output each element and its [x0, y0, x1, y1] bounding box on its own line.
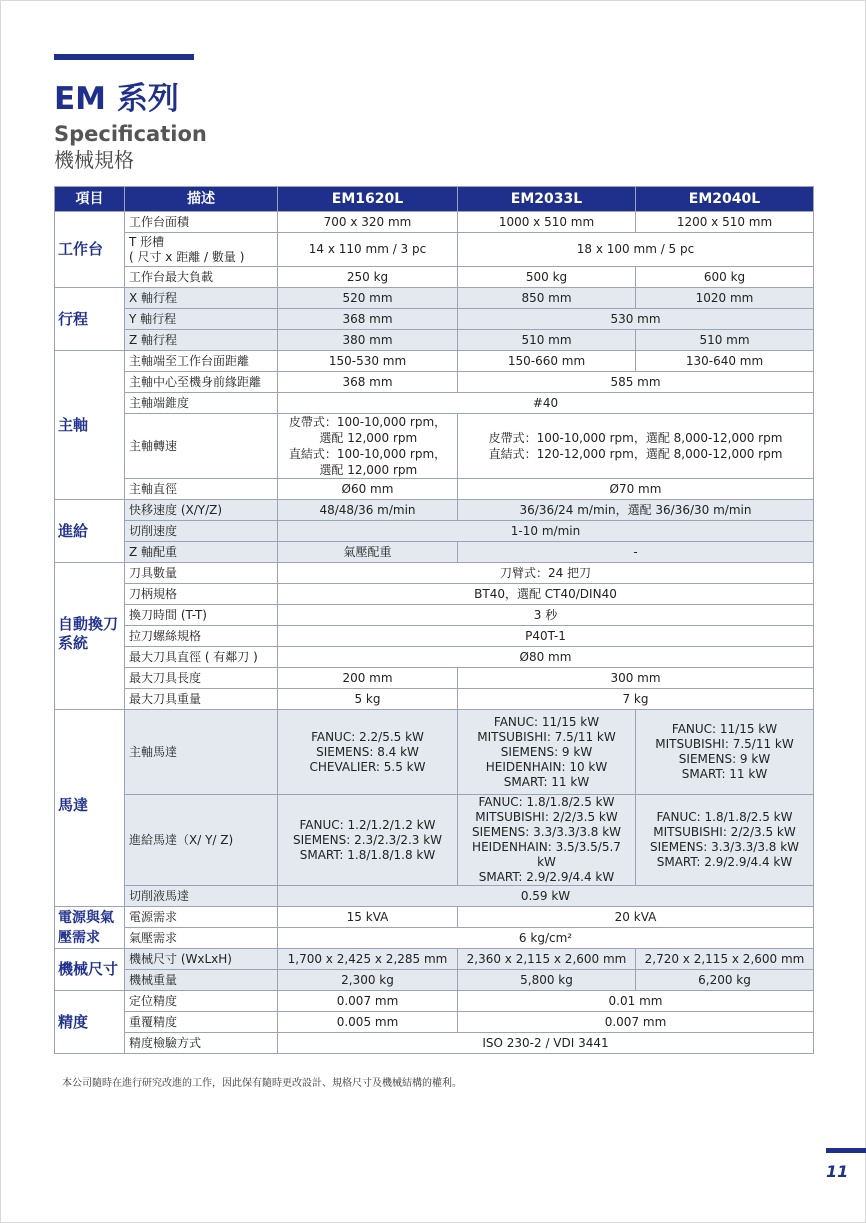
cell-value: 850 mm: [458, 288, 636, 309]
cell-value: P40T-1: [278, 626, 814, 647]
header-em2040l: EM2040L: [636, 187, 814, 212]
cell-value: 2,720 x 2,115 x 2,600 mm: [636, 949, 814, 970]
page-number-bar: [826, 1148, 866, 1153]
cell-value: 刀臂式：24 把刀: [278, 563, 814, 584]
cell-value: 1-10 m/min: [278, 521, 814, 542]
table-row: [55, 886, 814, 907]
row-label: Z 軸行程: [125, 330, 278, 351]
cell-value: [278, 414, 458, 479]
table-row: [55, 500, 814, 521]
cell-value: 7 kg: [458, 689, 814, 710]
row-label: 快移速度 (X/Y/Z): [125, 500, 278, 521]
cell-value: 0.007 mm: [458, 1012, 814, 1033]
category-spindle: 主軸: [55, 351, 125, 500]
table-row: [55, 330, 814, 351]
cell-value: 150-530 mm: [278, 351, 458, 372]
row-label: 最大刀具長度: [125, 668, 278, 689]
cell-value: FANUC: 11/15 kW MITSUBISHI: 7.5/11 kW SIEMENS: 9 kW HEIDENHAIN: 10 kW SMART: 11 kW: [458, 710, 636, 795]
cell-value: 200 mm: [278, 668, 458, 689]
table-row: [55, 267, 814, 288]
cell-value: 1,700 x 2,425 x 2,285 mm: [278, 949, 458, 970]
table-row: [55, 479, 814, 500]
cell-value: FANUC: 1.8/1.8/2.5 kW MITSUBISHI: 2/2/3.5 kW SIEMENS: 3.3/3.3/3.8 kW HEIDENHAIN: 3.5/3.5/5.7 kW SMART: 2.9/2.9/4.4 kW: [458, 795, 636, 886]
cell-value: 600 kg: [636, 267, 814, 288]
cell-value: 48/48/36 m/min: [278, 500, 458, 521]
row-label: 機械尺寸 (WxLxH): [125, 949, 278, 970]
table-row: [55, 710, 814, 795]
table-row: [55, 795, 814, 886]
table-row: [55, 584, 814, 605]
cell-value: 300 mm: [458, 668, 814, 689]
row-label: 主軸端錐度: [125, 393, 278, 414]
cell-value: 1020 mm: [636, 288, 814, 309]
header-em2033l: EM2033L: [458, 187, 636, 212]
table-row: [55, 233, 814, 267]
table-row: [55, 928, 814, 949]
page-title: EM 系列: [54, 81, 179, 117]
cell-value: ISO 230-2 / VDI 3441: [278, 1033, 814, 1054]
category-motor: 馬達: [55, 710, 125, 907]
table-row: [55, 626, 814, 647]
row-label: 定位精度: [125, 991, 278, 1012]
page-subtitle-cn: 機械規格: [54, 148, 134, 172]
table-row: [55, 351, 814, 372]
cell-value: FANUC: 11/15 kW MITSUBISHI: 7.5/11 kW SIEMENS: 9 kW SMART: 11 kW: [636, 710, 814, 795]
table-row: [55, 212, 814, 233]
cell-value: 6,200 kg: [636, 970, 814, 991]
category-power: 電源與氣壓需求: [55, 907, 125, 949]
disclaimer-footnote: 本公司隨時在進行研究改進的工作，因此保有隨時更改設計、規格尺寸及機械結構的權利。: [62, 1078, 462, 1089]
row-label: 切削速度: [125, 521, 278, 542]
row-label: 重覆精度: [125, 1012, 278, 1033]
cell-value: 20 kVA: [458, 907, 814, 928]
row-label: 最大刀具直徑 ( 有鄰刀 ): [125, 647, 278, 668]
cell-value: BT40，選配 CT40/DIN40: [278, 584, 814, 605]
row-label: 精度檢驗方式: [125, 1033, 278, 1054]
cell-value: 5 kg: [278, 689, 458, 710]
category-accuracy: 精度: [55, 991, 125, 1054]
header-accent-bar: [54, 54, 194, 60]
header-desc: 描述: [125, 187, 278, 212]
table-row: [55, 970, 814, 991]
row-label: 氣壓需求: [125, 928, 278, 949]
cell-value: 1000 x 510 mm: [458, 212, 636, 233]
cell-value: 150-660 mm: [458, 351, 636, 372]
header-em1620l: EM1620L: [278, 187, 458, 212]
cell-value: Ø80 mm: [278, 647, 814, 668]
category-table: 工作台: [55, 212, 125, 288]
row-label: 刀具數量: [125, 563, 278, 584]
row-label: Z 軸配重: [125, 542, 278, 563]
cell-value: 15 kVA: [278, 907, 458, 928]
cell-value: 510 mm: [458, 330, 636, 351]
cell-value: 5,800 kg: [458, 970, 636, 991]
cell-value: 0.005 mm: [278, 1012, 458, 1033]
cell-value: 380 mm: [278, 330, 458, 351]
cell-value: 36/36/24 m/min，選配 36/36/30 m/min: [458, 500, 814, 521]
cell-value: 530 mm: [458, 309, 814, 330]
table-row: [55, 1012, 814, 1033]
table-row: [55, 414, 814, 479]
header-item: 項目: [55, 187, 125, 212]
cell-value: Ø70 mm: [458, 479, 814, 500]
table-row: [55, 563, 814, 584]
row-label: 拉刀螺絲規格: [125, 626, 278, 647]
page-subtitle: Specification: [54, 122, 207, 146]
row-label: Y 軸行程: [125, 309, 278, 330]
cell-value: 1200 x 510 mm: [636, 212, 814, 233]
table-row: [55, 309, 814, 330]
cell-value: 500 kg: [458, 267, 636, 288]
cell-value: [458, 414, 814, 479]
row-label: 最大刀具重量: [125, 689, 278, 710]
cell-value: 0.007 mm: [278, 991, 458, 1012]
row-label: 刀柄規格: [125, 584, 278, 605]
cell-multiline: 皮帶式：100-10,000 rpm，選配 8,000-12,000 rpm 直結式：120-12,000 rpm，選配 8,000-12,000 rpm: [488, 431, 783, 461]
cell-value: 6 kg/cm²: [278, 928, 814, 949]
table-row: [55, 393, 814, 414]
spec-table: [54, 186, 814, 1054]
row-label: 主軸端至工作台面距離: [125, 351, 278, 372]
row-label: 換刀時間 (T-T): [125, 605, 278, 626]
page-number: 11: [826, 1162, 849, 1181]
cell-value: 700 x 320 mm: [278, 212, 458, 233]
cell-value: Ø60 mm: [278, 479, 458, 500]
cell-value: FANUC: 2.2/5.5 kW SIEMENS: 8.4 kW CHEVALIER: 5.5 kW: [278, 710, 458, 795]
row-label: 進給馬達（X/ Y/ Z): [125, 795, 278, 886]
row-label: 機械重量: [125, 970, 278, 991]
cell-value: 14 x 110 mm / 3 pc: [278, 233, 458, 267]
cell-value: 368 mm: [278, 372, 458, 393]
cell-multiline: 皮帶式：100-10,000 rpm， 選配 12,000 rpm 直結式：100-10,000 rpm， 選配 12,000 rpm: [288, 415, 447, 477]
category-feed: 進給: [55, 500, 125, 563]
cell-value: #40: [278, 393, 814, 414]
cell-value: 2,300 kg: [278, 970, 458, 991]
category-travel: 行程: [55, 288, 125, 351]
table-row: [55, 991, 814, 1012]
cell-value: 0.01 mm: [458, 991, 814, 1012]
row-label: 主軸馬達: [125, 710, 278, 795]
table-row: [55, 372, 814, 393]
table-row: [55, 949, 814, 970]
category-size: 機械尺寸: [55, 949, 125, 991]
table-row: [55, 605, 814, 626]
row-label: 主軸直徑: [125, 479, 278, 500]
table-row: [55, 668, 814, 689]
table-row: [55, 647, 814, 668]
cell-value: 250 kg: [278, 267, 458, 288]
table-row: [55, 1033, 814, 1054]
cell-value: 0.59 kW: [278, 886, 814, 907]
table-row: [55, 907, 814, 928]
cell-value: 585 mm: [458, 372, 814, 393]
row-label: 切削液馬達: [125, 886, 278, 907]
cell-value: 氣壓配重: [278, 542, 458, 563]
table-row: [55, 689, 814, 710]
row-label: T 形槽 ( 尺寸 x 距離 / 數量 ): [125, 233, 278, 267]
cell-value: FANUC: 1.8/1.8/2.5 kW MITSUBISHI: 2/2/3.5 kW SIEMENS: 3.3/3.3/3.8 kW SMART: 2.9/2.9/4.4 kW: [636, 795, 814, 886]
row-label: 主軸中心至機身前緣距離: [125, 372, 278, 393]
cell-value: 3 秒: [278, 605, 814, 626]
table-row: [55, 542, 814, 563]
cell-value: 368 mm: [278, 309, 458, 330]
row-label: 工作台面積: [125, 212, 278, 233]
cell-value: 18 x 100 mm / 5 pc: [458, 233, 814, 267]
table-row: [55, 288, 814, 309]
cell-value: 2,360 x 2,115 x 2,600 mm: [458, 949, 636, 970]
cell-value: -: [458, 542, 814, 563]
row-label: X 軸行程: [125, 288, 278, 309]
table-header-row: [55, 187, 814, 212]
cell-value: 520 mm: [278, 288, 458, 309]
cell-value: FANUC: 1.2/1.2/1.2 kW SIEMENS: 2.3/2.3/2.3 kW SMART: 1.8/1.8/1.8 kW: [278, 795, 458, 886]
row-label: 電源需求: [125, 907, 278, 928]
row-label: 工作台最大負載: [125, 267, 278, 288]
row-label: 主軸轉速: [125, 414, 278, 479]
cell-value: 510 mm: [636, 330, 814, 351]
cell-value: 130-640 mm: [636, 351, 814, 372]
category-atc: 自動換刀系統: [55, 563, 125, 710]
table-row: [55, 521, 814, 542]
